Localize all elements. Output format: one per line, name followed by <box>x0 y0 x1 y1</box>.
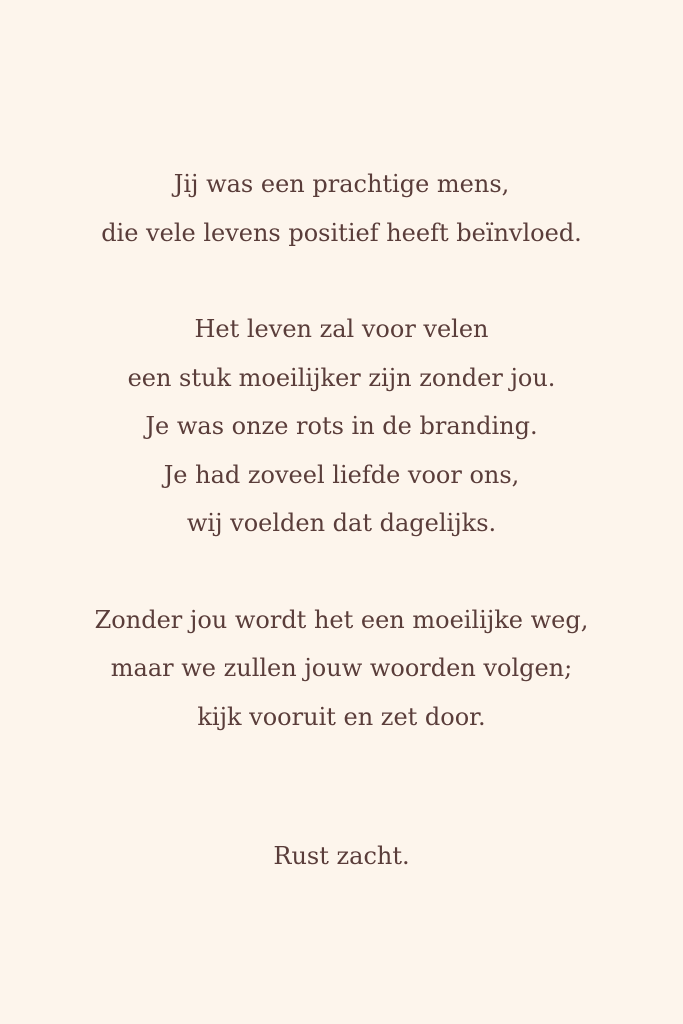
poem-line: die vele levens positief heeft beïnvloed. <box>101 218 582 247</box>
poem-line: maar we zullen jouw woorden volgen; <box>110 654 573 682</box>
stanza-3 <box>0 596 683 742</box>
stanza-gap <box>0 548 683 596</box>
poem-line: Jij was een prachtige mens, <box>173 170 510 198</box>
poem-line: Je had zoveel liefde voor ons, <box>163 460 520 489</box>
poem-line: Het leven zal voor velen <box>194 315 489 343</box>
poem-line: wij voelden dat dagelijks. <box>186 509 497 537</box>
poem-line: een stuk moeilijker zijn zonder jou. <box>127 363 556 392</box>
stanza-1 <box>0 160 683 257</box>
poem-line: Je was onze rots in de branding. <box>145 412 538 440</box>
poem-line: Zonder jou wordt het een moeilijke weg, <box>94 605 589 634</box>
stanza-2 <box>0 305 683 548</box>
poem-line: kijk vooruit en zet door. <box>197 702 486 731</box>
poem <box>0 160 683 741</box>
closing-line: Rust zacht. <box>273 842 410 870</box>
stanza-gap <box>0 257 683 305</box>
